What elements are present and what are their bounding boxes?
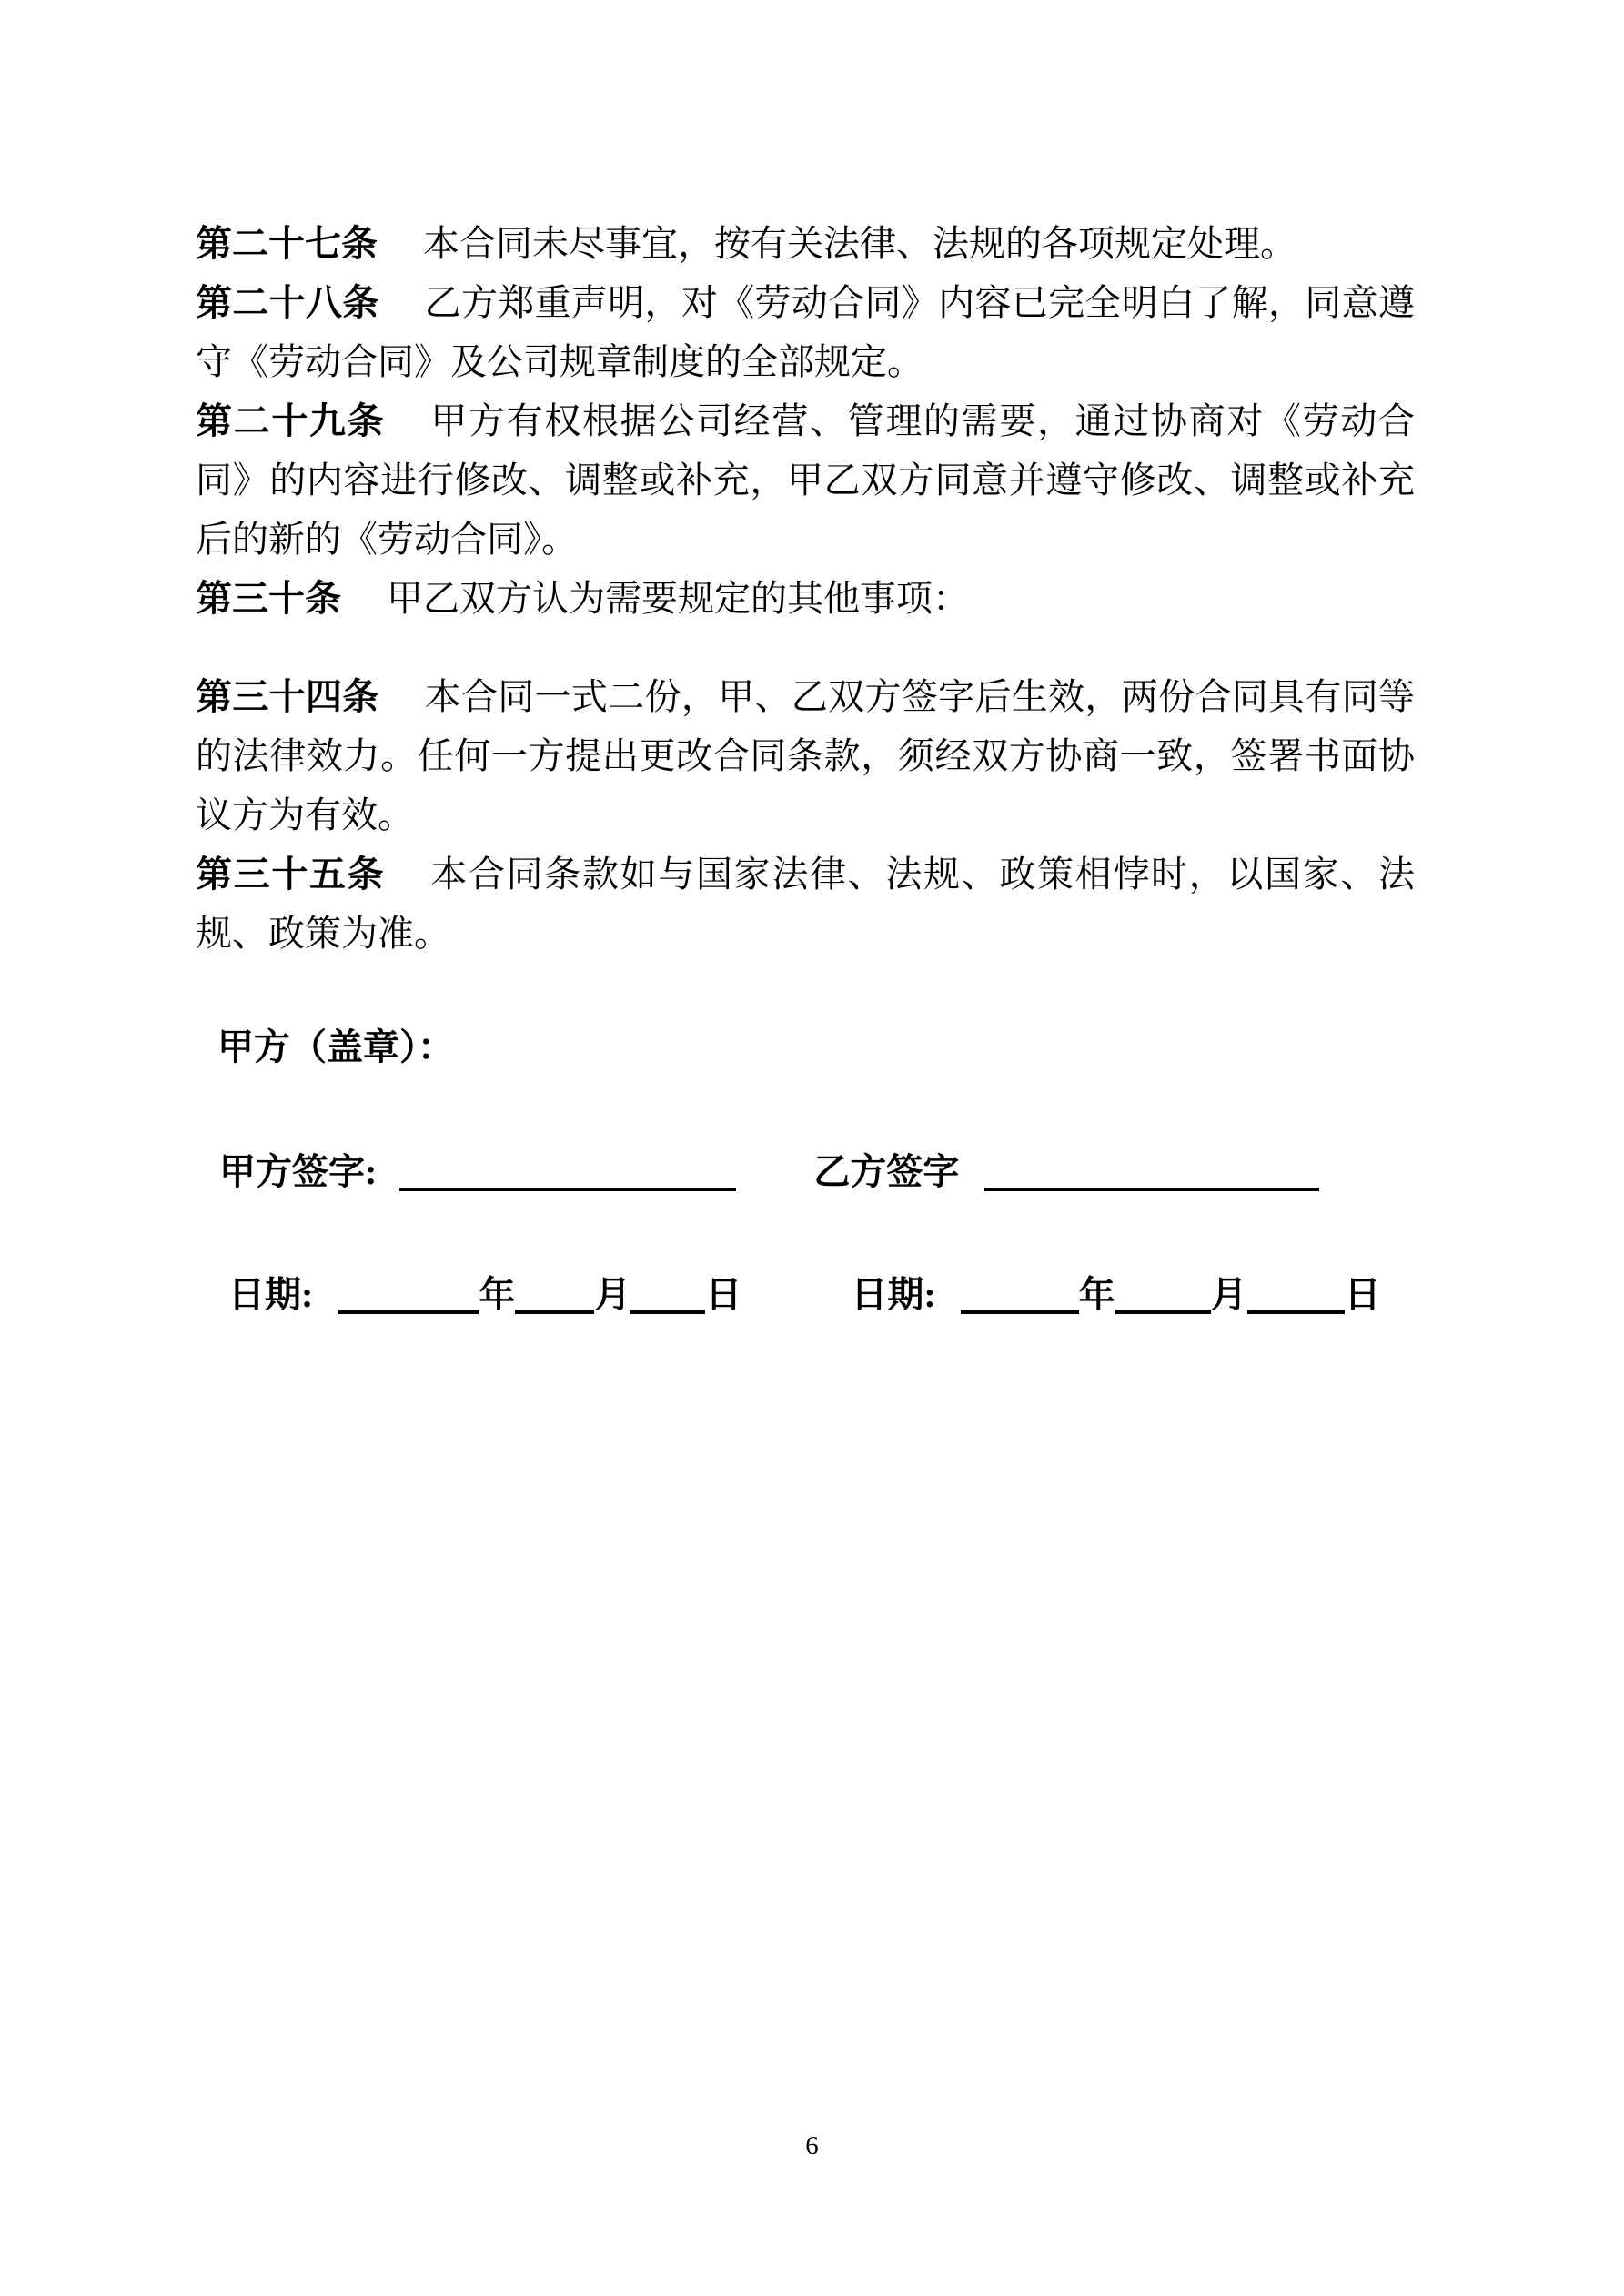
day-label: 日 — [705, 1274, 742, 1315]
article-paragraph — [196, 273, 1415, 391]
year-label: 年 — [1078, 1274, 1115, 1315]
month-blank-line — [1115, 1305, 1211, 1314]
article-number: 第二十八条 — [196, 282, 379, 323]
article-text: 甲方有权根据公司经营、管理的需要，通过协商对《劳动合同》的内容进行修改、调整或补充，甲乙双方同意并遵守修改、调整或补充后的新的《劳动合同》。 — [196, 400, 1416, 560]
signature-row — [196, 1142, 1415, 1201]
article-text: 本合同未尽事宜，按有关法律、法规的各项规定处理。 — [423, 223, 1296, 264]
article-number: 第二十九条 — [196, 400, 386, 441]
day-blank-line — [1247, 1305, 1345, 1314]
article-number: 第二十七条 — [196, 223, 378, 264]
party-b-sign-label: 乙方签字 — [813, 1151, 960, 1192]
party-a-sign-label: 甲方签字: — [219, 1151, 378, 1192]
day-label: 日 — [1344, 1274, 1381, 1315]
day-blank-line — [630, 1305, 705, 1314]
date-group-party-b — [851, 1274, 1380, 1315]
party-a-signature-line — [399, 1182, 736, 1191]
year-label: 年 — [479, 1274, 516, 1315]
party-a-seal-label: 甲方（盖章）： — [217, 1027, 454, 1067]
date-label: 日期: — [851, 1274, 936, 1315]
article-paragraph — [196, 569, 1415, 628]
year-blank-line — [961, 1305, 1079, 1314]
article-number: 第三十条 — [196, 578, 341, 619]
month-blank-line — [515, 1305, 594, 1314]
article-paragraph — [196, 667, 1415, 845]
article-text: 甲乙双方认为需要规定的其他事项： — [387, 578, 969, 619]
article-paragraph — [196, 214, 1415, 273]
party-b-signature-line — [984, 1182, 1319, 1191]
date-label: 日期: — [228, 1274, 314, 1315]
article-paragraph — [196, 391, 1415, 569]
date-row — [196, 1265, 1415, 1324]
year-blank-line — [338, 1305, 479, 1314]
article-number: 第三十四条 — [196, 676, 379, 717]
article-text: 本合同一式二份，甲、乙双方签字后生效，两份合同具有同等的法律效力。任何一方提出更改合同条款，须经双方协商一致，签署书面协议方为有效。 — [196, 676, 1416, 835]
article-text: 乙方郑重声明，对《劳动合同》内容已完全明白了解，同意遵守《劳动合同》及公司规章制度的全部规定。 — [196, 282, 1416, 382]
page-number: 6 — [805, 2131, 819, 2160]
article-paragraph — [196, 845, 1415, 963]
month-label: 月 — [594, 1274, 631, 1315]
month-label: 月 — [1210, 1274, 1247, 1315]
article-number: 第三十五条 — [196, 854, 386, 895]
date-group-party-a — [228, 1274, 741, 1315]
article-text: 本合同条款如与国家法律、法规、政策相悖时，以国家、法规、政策为准。 — [196, 854, 1416, 954]
